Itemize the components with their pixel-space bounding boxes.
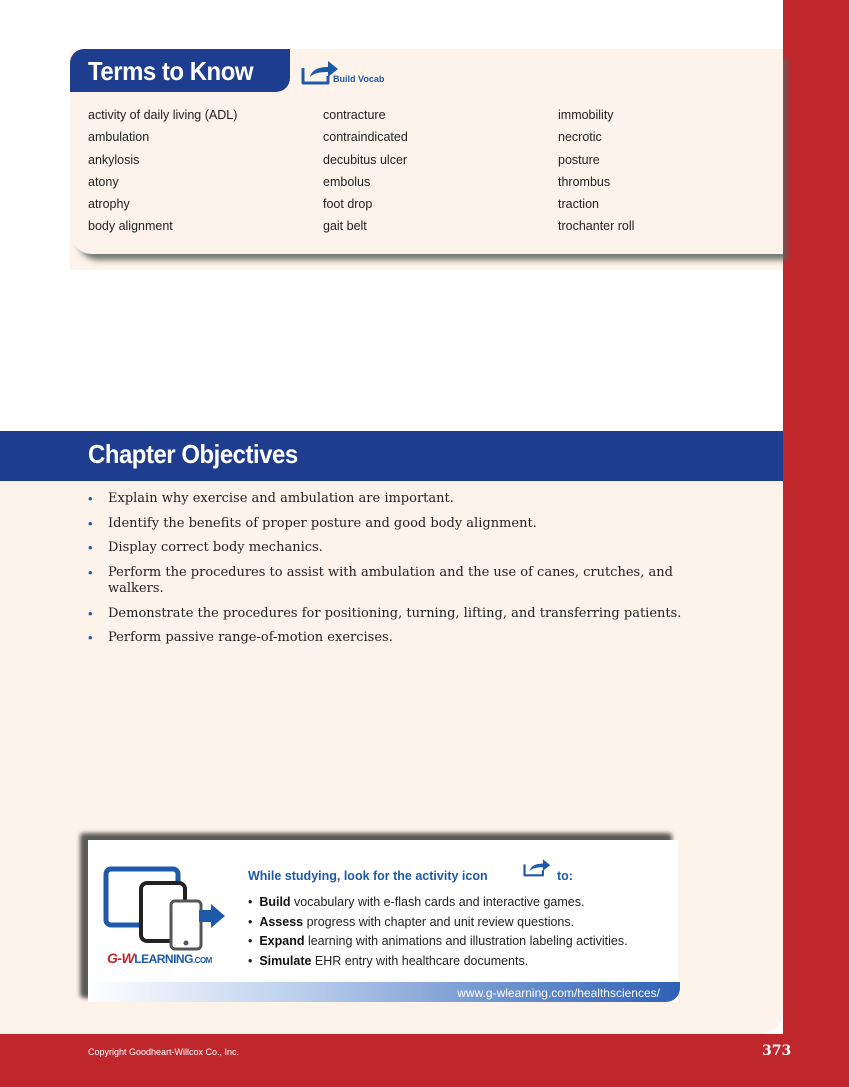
term: body alignment — [88, 219, 173, 234]
terms-column-3 — [558, 104, 788, 238]
devices-share-icon — [103, 866, 228, 951]
objective-item: • Perform passive range-of-motion exercises. — [88, 630, 393, 645]
gw-activity-item: • Build vocabulary with e-flash cards and interactive games. — [248, 895, 585, 909]
red-footer-band — [0, 1034, 849, 1087]
page-number: 373 — [762, 1043, 792, 1059]
term: activity of daily living (ADL) — [88, 108, 238, 122]
gw-activity-item: • Assess progress with chapter and unit review questions. — [248, 914, 575, 929]
gw-activity-item: • Simulate EHR entry with healthcare documents. — [248, 953, 529, 968]
bullet-icon: • — [88, 564, 93, 580]
gw-activity-list — [248, 893, 628, 971]
term: contraindicated — [323, 130, 408, 145]
red-side-band — [783, 0, 849, 1087]
term: ankylosis — [88, 152, 140, 167]
objectives-list — [88, 491, 708, 655]
objective-item: • Demonstrate the procedures for positioning, turning, lifting, and transferring patients. — [88, 605, 682, 621]
gw-learning-logo: G-WLEARNING.COM — [107, 950, 212, 966]
objective-item: • Display correct body mechanics. — [88, 540, 323, 555]
term: trochanter roll — [558, 219, 635, 234]
objective-item: • Perform the procedures to assist with ambulation and the use of canes, crutches, and walkers. — [88, 564, 673, 596]
term: necrotic — [558, 130, 602, 145]
bullet-icon: • — [88, 540, 93, 555]
term: contracture — [323, 108, 386, 122]
objective-item: • Identify the benefits of proper posture and good body alignment. — [88, 515, 537, 531]
term: embolus — [323, 174, 371, 189]
terms-title: Terms to Know — [88, 56, 254, 86]
term: atrophy — [88, 197, 130, 212]
bullet-icon: • — [88, 630, 93, 645]
bullet-icon: • — [88, 491, 93, 506]
terms-column-1 — [88, 104, 318, 238]
terms-column-2 — [323, 104, 553, 238]
objectives-title: Chapter Objectives — [88, 439, 298, 469]
term: thrombus — [558, 174, 611, 189]
term: posture — [558, 152, 600, 167]
term: ambulation — [88, 130, 150, 145]
gw-url-bar — [88, 982, 680, 1002]
copyright: Copyright Goodheart-Willcox Co., Inc. — [88, 1047, 240, 1057]
gw-activity-item: • Expand learning with animations and illustration labeling activities. — [248, 934, 628, 948]
term: traction — [558, 197, 599, 212]
build-vocab-label[interactable]: Build Vocab — [333, 74, 385, 84]
share-arrow-icon — [522, 857, 552, 879]
term: gait belt — [323, 219, 367, 234]
term: atony — [88, 174, 119, 189]
term: decubitus ulcer — [323, 152, 408, 167]
gw-url-link[interactable]: www.g-wlearning.com/healthsciences/ — [457, 986, 660, 1000]
term: foot drop — [323, 197, 373, 212]
bullet-icon: • — [88, 605, 93, 621]
bullet-icon: • — [88, 515, 93, 531]
objective-item: • Explain why exercise and ambulation are important. — [88, 491, 454, 506]
gw-heading: While studying, look for the activity icon to: — [248, 869, 488, 883]
term: immobility — [558, 108, 614, 122]
